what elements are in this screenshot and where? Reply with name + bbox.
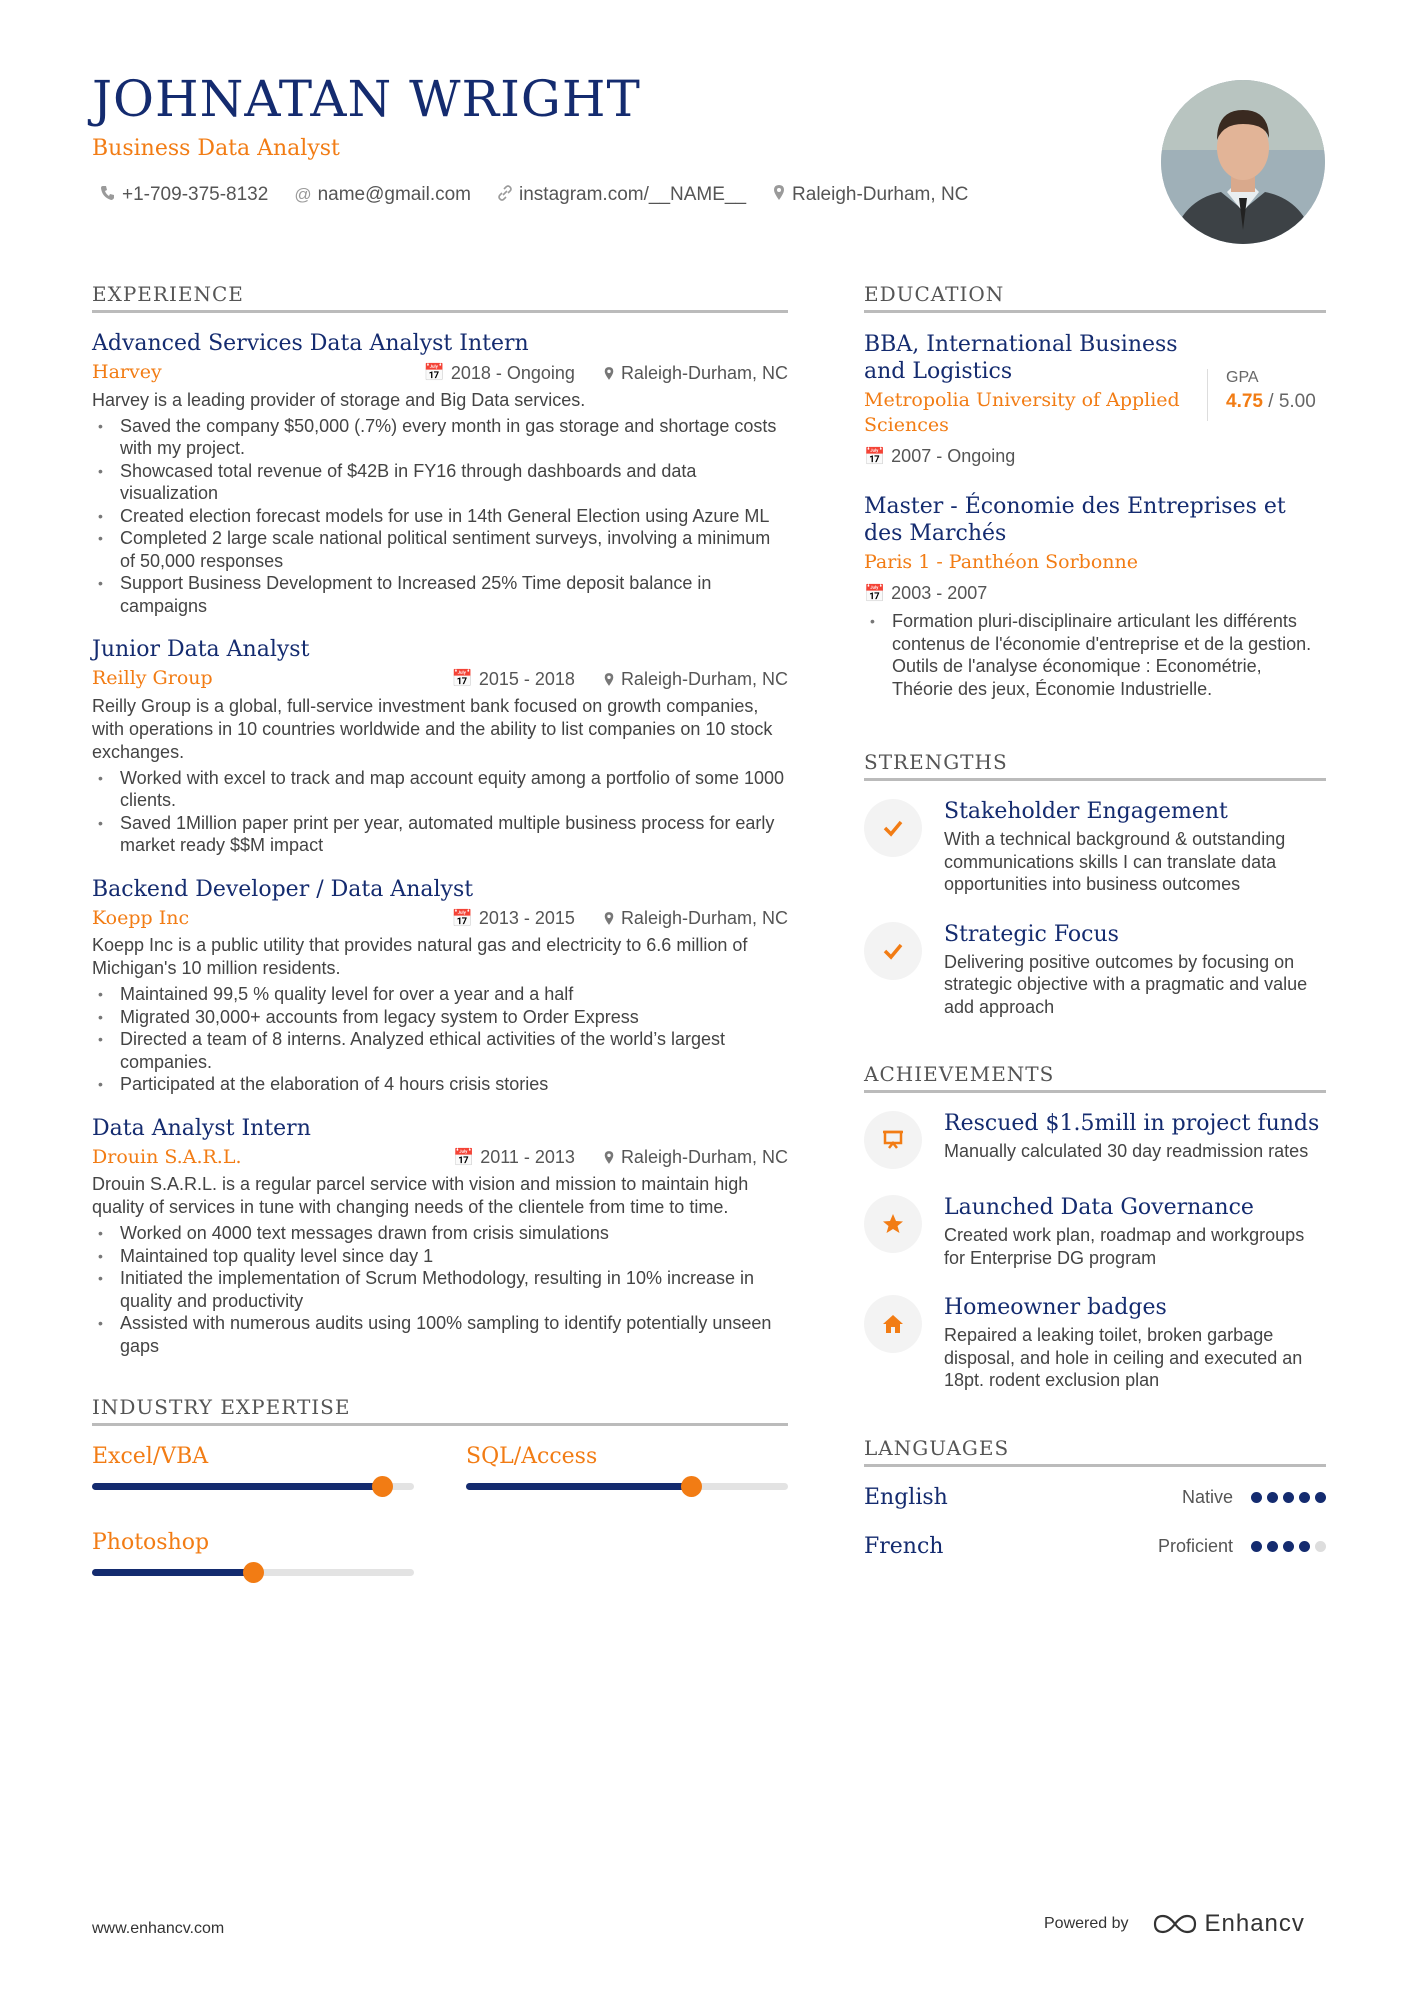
strength-item <box>864 922 1326 1019</box>
phone-text: +1-709-375-8132 <box>122 184 269 205</box>
language-dots <box>1251 1492 1326 1503</box>
star-icon <box>864 1195 922 1253</box>
job-date: 📅 2013 - 2015 <box>451 908 575 928</box>
link-icon <box>497 185 513 206</box>
expertise-knob <box>372 1476 393 1497</box>
job-location: Raleigh-Durham, NC <box>603 669 788 690</box>
location-pin-icon <box>603 911 615 926</box>
candidate-name: JOHNATAN WRIGHT <box>92 70 641 128</box>
expertise-name: Excel/VBA <box>92 1444 209 1469</box>
achievement-description: Repaired a leaking toilet, broken garbage disposal, and hole in ceiling and executed an 18pt. rodent exclusion plan <box>944 1325 1303 1390</box>
language-dot <box>1315 1541 1326 1552</box>
presentation-icon <box>864 1111 922 1169</box>
job-location: Raleigh-Durham, NC <box>603 363 788 384</box>
gpa-value: 4.75 / 5.00 <box>1226 391 1316 412</box>
section-title-experience: EXPERIENCE <box>92 282 788 313</box>
strength-item <box>864 799 1326 896</box>
at-icon: @ <box>294 185 312 204</box>
footer-website[interactable]: www.enhancv.com <box>92 1920 225 1937</box>
achievement-item <box>864 1111 1326 1169</box>
location-text: Raleigh-Durham, NC <box>792 184 969 205</box>
job-date: 📅 2018 - Ongoing <box>423 362 575 383</box>
job-title: Backend Developer / Data Analyst <box>92 876 474 902</box>
company-name: Koepp Inc <box>92 906 190 929</box>
check-icon <box>864 799 922 857</box>
right-column <box>864 282 1326 1583</box>
experience-item <box>92 1116 788 1358</box>
contact-social[interactable] <box>497 184 746 206</box>
language-dot <box>1315 1492 1326 1503</box>
candidate-title: Business Data Analyst <box>92 136 340 161</box>
bullet: • Participated at the elaboration of 4 hours crisis stories <box>92 1073 788 1096</box>
language-name: English <box>864 1484 948 1510</box>
calendar-icon: 📅 <box>864 583 886 603</box>
contact-phone[interactable] <box>100 184 268 206</box>
calendar-icon: 📅 <box>423 363 445 382</box>
language-dot <box>1267 1541 1278 1552</box>
school: Paris 1 - Panthéon Sorbonne <box>864 551 1138 573</box>
experience-item <box>92 637 788 857</box>
avatar <box>1161 80 1325 244</box>
job-date: 📅 2015 - 2018 <box>451 668 575 689</box>
check-icon <box>864 922 922 980</box>
bullet: • Saved 1Million paper print per year, automated multiple business process for early market ready $$M impact <box>92 812 788 857</box>
strength-description: Delivering positive outcomes by focusing on strategic objective with a pragmatic and value add approach <box>944 951 1308 1017</box>
section-title-languages: LANGUAGES <box>864 1436 1326 1467</box>
expertise-name: Photoshop <box>92 1530 210 1555</box>
language-dot <box>1299 1541 1310 1552</box>
company-description: Drouin S.A.R.L. is a regular parcel service with vision and mission to maintain high quality of services in tune with changing needs of the clientele from time to time. <box>92 1174 749 1217</box>
bullet: • Assisted with numerous audits using 100% sampling to identify potentially unseen gaps <box>92 1312 788 1357</box>
achievement-title: Launched Data Governance <box>944 1195 1254 1220</box>
company-name: Harvey <box>92 361 162 383</box>
bullet: • Initiated the implementation of Scrum Methodology, resulting in 10% increase in quality and productivity <box>92 1267 788 1312</box>
expertise-item <box>466 1444 788 1490</box>
expertise-item <box>92 1444 414 1490</box>
contact-location <box>772 184 968 206</box>
footer-branding[interactable] <box>1044 1910 1305 1938</box>
bullet: • Created election forecast models for use in 14th General Election using Azure ML <box>92 505 788 528</box>
degree: Master - Économie des Entreprises et des Marchés <box>864 494 1286 546</box>
language-level: Proficient <box>1157 1535 1233 1556</box>
section-title-achievements: ACHIEVEMENTS <box>864 1062 1326 1093</box>
education-date: 📅 2007 - Ongoing <box>864 446 1016 466</box>
language-dots <box>1251 1541 1326 1552</box>
experience-item <box>92 877 788 1096</box>
expertise-bar <box>92 1569 414 1576</box>
achievement-title: Rescued $1.5mill in project funds <box>944 1111 1320 1136</box>
bullet: • Migrated 30,000+ accounts from legacy system to Order Express <box>92 1006 788 1029</box>
bullet: • Directed a team of 8 interns. Analyzed ethical activities of the world’s largest companies. <box>92 1028 788 1073</box>
achievement-item <box>864 1195 1326 1269</box>
achievement-description: Manually calculated 30 day readmission rates <box>944 1141 1309 1161</box>
expertise-knob <box>681 1476 702 1497</box>
job-title: Junior Data Analyst <box>92 637 310 662</box>
education-date: 📅 2003 - 2007 <box>864 583 988 603</box>
calendar-icon: 📅 <box>864 446 886 466</box>
experience-item <box>92 331 788 617</box>
school: Metropolia University of Applied Sciences <box>864 389 1180 436</box>
social-text: instagram.com/__NAME__ <box>519 184 747 205</box>
section-title-strengths: STRENGTHS <box>864 750 1326 781</box>
job-location: Raleigh-Durham, NC <box>603 908 788 929</box>
language-item <box>864 1534 1326 1559</box>
bullet: • Showcased total revenue of $42B in FY16 through dashboards and data visualization <box>92 460 788 505</box>
bullet: • Maintained 99,5 % quality level for over a year and a half <box>92 983 788 1006</box>
expertise-bar <box>92 1483 414 1490</box>
education-item <box>864 331 1326 467</box>
job-title: Data Analyst Intern <box>92 1115 311 1141</box>
enhancv-logo-icon <box>1153 1914 1197 1934</box>
bullet: • Formation pluri-disciplinaire articulant les différents contenus de l'économie d'entreprise et de la gestion. Outils de l'analyse économique : Econométrie, Théorie des jeux, Économie Industrielle. <box>864 610 1326 700</box>
bullet: • Saved the company $50,000 (.7%) every month in gas storage and shortage costs with my project. <box>92 415 788 460</box>
company-description: Reilly Group is a global, full-service investment bank focused on growth companies, with operations in 10 countries worldwide and the ability to list companies on 10 stock exchanges. <box>92 695 773 762</box>
powered-by-label: Powered by <box>1044 1915 1129 1932</box>
bullet: • Completed 2 large scale national political sentiment surveys, involving a minimum of 50,000 responses <box>92 527 788 572</box>
enhancv-logo <box>1153 1910 1305 1938</box>
location-pin-icon <box>603 366 615 381</box>
location-pin-icon <box>603 672 615 687</box>
expertise-knob <box>243 1562 264 1583</box>
bullet: • Support Business Development to Increased 25% Time deposit balance in campaigns <box>92 572 788 617</box>
home-icon <box>864 1295 922 1353</box>
section-title-expertise: INDUSTRY EXPERTISE <box>92 1395 788 1426</box>
expertise-grid <box>92 1444 788 1576</box>
gpa-label: GPA <box>1226 369 1259 386</box>
expertise-name: SQL/Access <box>466 1444 598 1469</box>
achievement-description: Created work plan, roadmap and workgroups for Enterprise DG program <box>944 1225 1305 1268</box>
calendar-icon: 📅 <box>451 908 473 928</box>
location-pin-icon <box>603 1150 615 1165</box>
education-item <box>864 493 1326 700</box>
strength-description: With a technical background & outstanding communications skills I can translate data opportunities into business outcomes <box>944 829 1286 894</box>
language-item <box>864 1485 1326 1510</box>
brand-text: Enhancv <box>1204 1910 1305 1937</box>
company-name: Reilly Group <box>92 667 213 689</box>
language-name: French <box>864 1533 944 1559</box>
bullet: • Worked with excel to track and map account equity among a portfolio of some 1000 clients. <box>92 767 788 812</box>
achievement-item <box>864 1295 1326 1392</box>
language-dot <box>1283 1492 1294 1503</box>
language-dot <box>1299 1492 1310 1503</box>
language-dot <box>1251 1492 1262 1503</box>
location-pin-icon <box>772 184 786 206</box>
language-dot <box>1267 1492 1278 1503</box>
bullet: • Worked on 4000 text messages drawn from crisis simulations <box>92 1222 788 1245</box>
degree: BBA, International Business and Logistics <box>864 332 1178 384</box>
job-title: Advanced Services Data Analyst Intern <box>92 331 529 356</box>
language-level: Native <box>1181 1486 1233 1507</box>
job-date: 📅 2011 - 2013 <box>453 1147 575 1167</box>
gpa-block <box>1207 369 1326 421</box>
language-dot <box>1283 1541 1294 1552</box>
expertise-item <box>92 1530 414 1576</box>
contact-bar <box>100 184 968 206</box>
contact-email[interactable] <box>294 184 471 206</box>
company-name: Drouin S.A.R.L. <box>92 1145 242 1168</box>
calendar-icon: 📅 <box>453 1147 475 1167</box>
language-dot <box>1251 1541 1262 1552</box>
section-title-education: EDUCATION <box>864 282 1326 313</box>
company-description: Koepp Inc is a public utility that provides natural gas and electricity to 6.6 million of Michigan's 10 million residents. <box>92 935 748 978</box>
left-column <box>92 282 788 1576</box>
job-location: Raleigh-Durham, NC <box>603 1147 788 1168</box>
achievement-title: Homeowner badges <box>944 1295 1167 1320</box>
email-text: name@gmail.com <box>317 184 471 205</box>
company-description: Harvey is a leading provider of storage and Big Data services. <box>92 389 586 410</box>
strength-title: Strategic Focus <box>944 921 1119 947</box>
calendar-icon: 📅 <box>451 669 473 688</box>
strength-title: Stakeholder Engagement <box>944 799 1228 824</box>
bullet: • Maintained top quality level since day 1 <box>92 1245 788 1268</box>
phone-icon <box>100 185 116 206</box>
expertise-bar <box>466 1483 788 1490</box>
